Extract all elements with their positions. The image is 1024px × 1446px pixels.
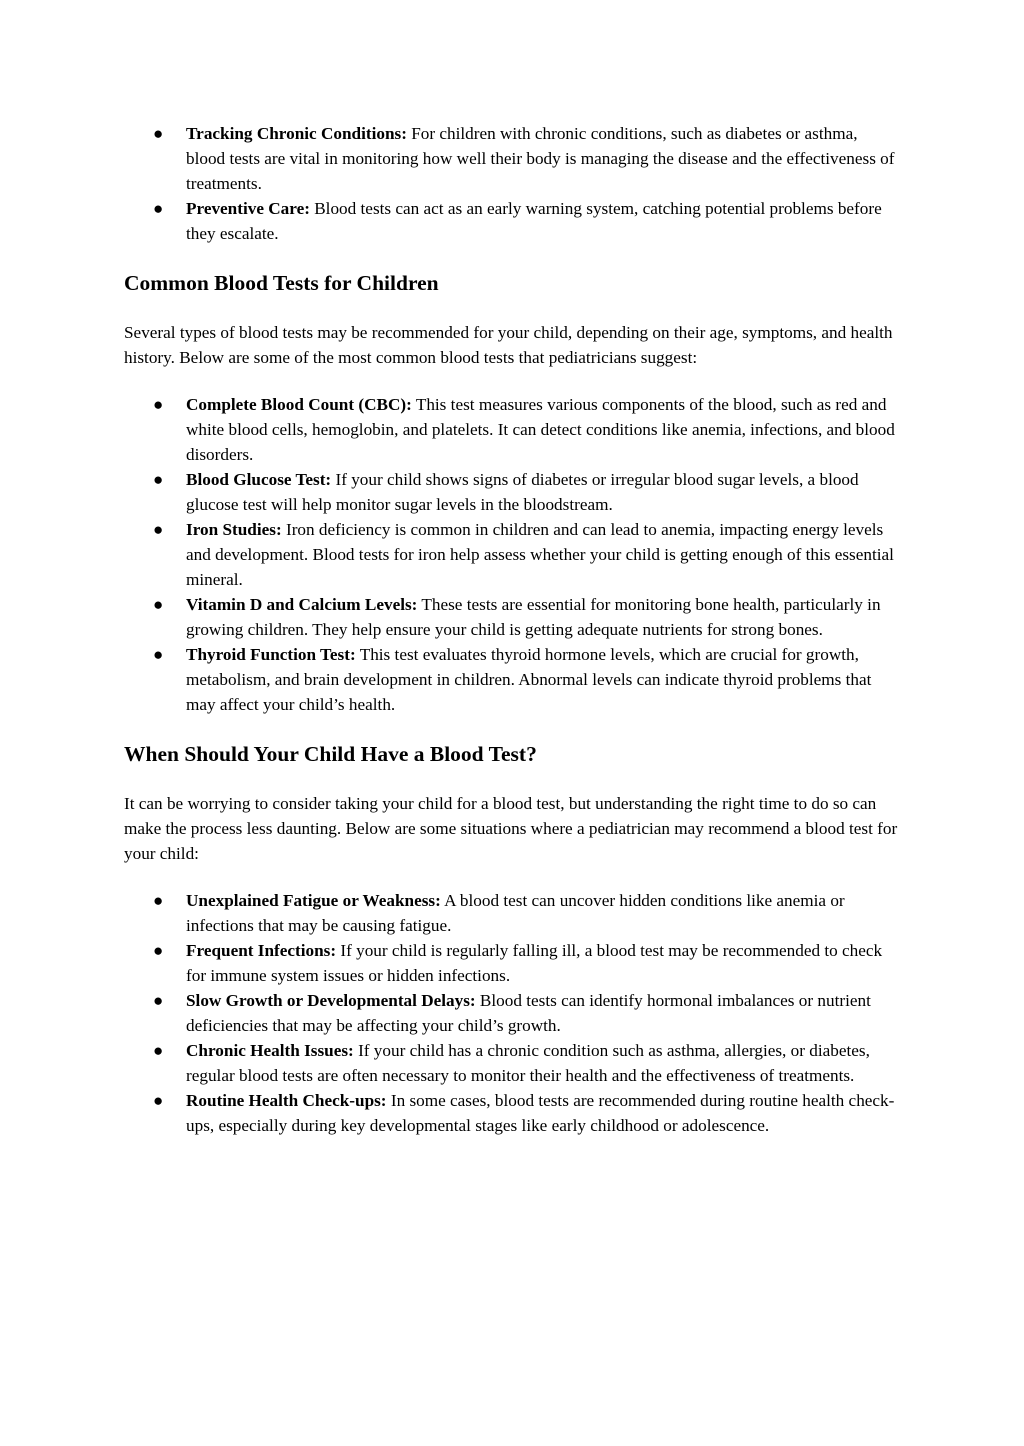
bullet-icon: ● — [153, 520, 164, 539]
bullet-icon: ● — [153, 1041, 164, 1060]
item-text: If your child shows signs of diabetes or irregular blood sugar levels, a blood glucose test will help monitor sugar levels in the bloodstream. — [186, 470, 859, 514]
item-label: Routine Health Check-ups: — [186, 1091, 387, 1110]
section-paragraph-when-to-test: It can be worrying to consider taking your child for a blood test, but understanding the right time to do so can make the process less daunting. Below are some situations where a pediatrician may recommend a blood test for your child: — [124, 794, 898, 863]
item-text: This test evaluates thyroid hormone levels, which are crucial for growth, metabolism, and brain development in children. Abnormal levels can indicate thyroid problems that may affect your child’s health. — [186, 645, 872, 714]
bullet-icon: ● — [153, 991, 164, 1010]
item-text: For children with chronic conditions, such as diabetes or asthma, blood tests are vital in monitoring how well their body is managing the disease and the effectiveness of treatments. — [186, 124, 895, 193]
item-text: Iron deficiency is common in children and can lead to anemia, impacting energy levels and development. Blood tests for iron help assess whether your child is getting enough of this essential mineral. — [186, 520, 894, 589]
item-label: Tracking Chronic Conditions: — [186, 124, 407, 143]
list-item — [124, 467, 900, 517]
item-text: A blood test can uncover hidden conditions like anemia or infections that may be causing fatigue. — [186, 891, 845, 935]
section-heading-common-tests: Common Blood Tests for Children — [124, 271, 439, 295]
list-item — [124, 121, 900, 196]
item-label: Thyroid Function Test: — [186, 645, 356, 664]
section-heading-when-to-test: When Should Your Child Have a Blood Test? — [124, 742, 537, 766]
bullet-icon: ● — [153, 941, 164, 960]
item-text: If your child has a chronic condition such as asthma, allergies, or diabetes, regular blood tests are often necessary to monitor their health and the effectiveness of treatments. — [186, 1041, 870, 1085]
common-tests-bullet-list — [124, 392, 900, 717]
item-label: Frequent Infections: — [186, 941, 337, 960]
bullet-icon: ● — [153, 124, 164, 143]
item-label: Slow Growth or Developmental Delays: — [186, 991, 476, 1010]
list-item — [124, 888, 900, 938]
list-item — [124, 1038, 900, 1088]
item-text: In some cases, blood tests are recommended during routine health check-ups, especially during key developmental stages like early childhood or adolescence. — [186, 1091, 895, 1135]
item-label: Chronic Health Issues: — [186, 1041, 354, 1060]
list-item — [124, 517, 900, 592]
item-label: Vitamin D and Calcium Levels: — [186, 595, 418, 614]
section-paragraph-common-tests: Several types of blood tests may be recommended for your child, depending on their age, symptoms, and health history. Below are some of the most common blood tests that pediatricians suggest: — [124, 323, 893, 367]
item-text: This test measures various components of the blood, such as red and white blood cells, hemoglobin, and platelets. It can detect conditions like anemia, infections, and blood disorders. — [186, 395, 895, 464]
bullet-icon: ● — [153, 595, 164, 614]
list-item — [124, 642, 900, 717]
item-text: These tests are essential for monitoring bone health, particularly in growing children. They help ensure your child is getting adequate nutrients for strong bones. — [186, 595, 881, 639]
list-item — [124, 938, 900, 988]
bullet-icon: ● — [153, 645, 164, 664]
list-item — [124, 592, 900, 642]
document-page — [124, 121, 900, 1138]
bullet-icon: ● — [153, 891, 164, 910]
list-item — [124, 196, 900, 246]
list-item — [124, 392, 900, 467]
bullet-icon: ● — [153, 199, 164, 218]
list-item — [124, 1088, 900, 1138]
bullet-icon: ● — [153, 470, 164, 489]
item-label: Complete Blood Count (CBC): — [186, 395, 412, 414]
intro-bullet-list — [124, 121, 900, 246]
when-to-test-bullet-list — [124, 888, 900, 1138]
item-label: Iron Studies: — [186, 520, 282, 539]
item-label: Unexplained Fatigue or Weakness: — [186, 891, 441, 910]
bullet-icon: ● — [153, 395, 164, 414]
item-text: Blood tests can act as an early warning system, catching potential problems before they escalate. — [186, 199, 882, 243]
item-text: Blood tests can identify hormonal imbalances or nutrient deficiencies that may be affecting your child’s growth. — [186, 991, 871, 1035]
item-text: If your child is regularly falling ill, a blood test may be recommended to check for immune system issues or hidden infections. — [186, 941, 883, 985]
item-label: Blood Glucose Test: — [186, 470, 332, 489]
item-label: Preventive Care: — [186, 199, 310, 218]
bullet-icon: ● — [153, 1091, 164, 1110]
list-item — [124, 988, 900, 1038]
